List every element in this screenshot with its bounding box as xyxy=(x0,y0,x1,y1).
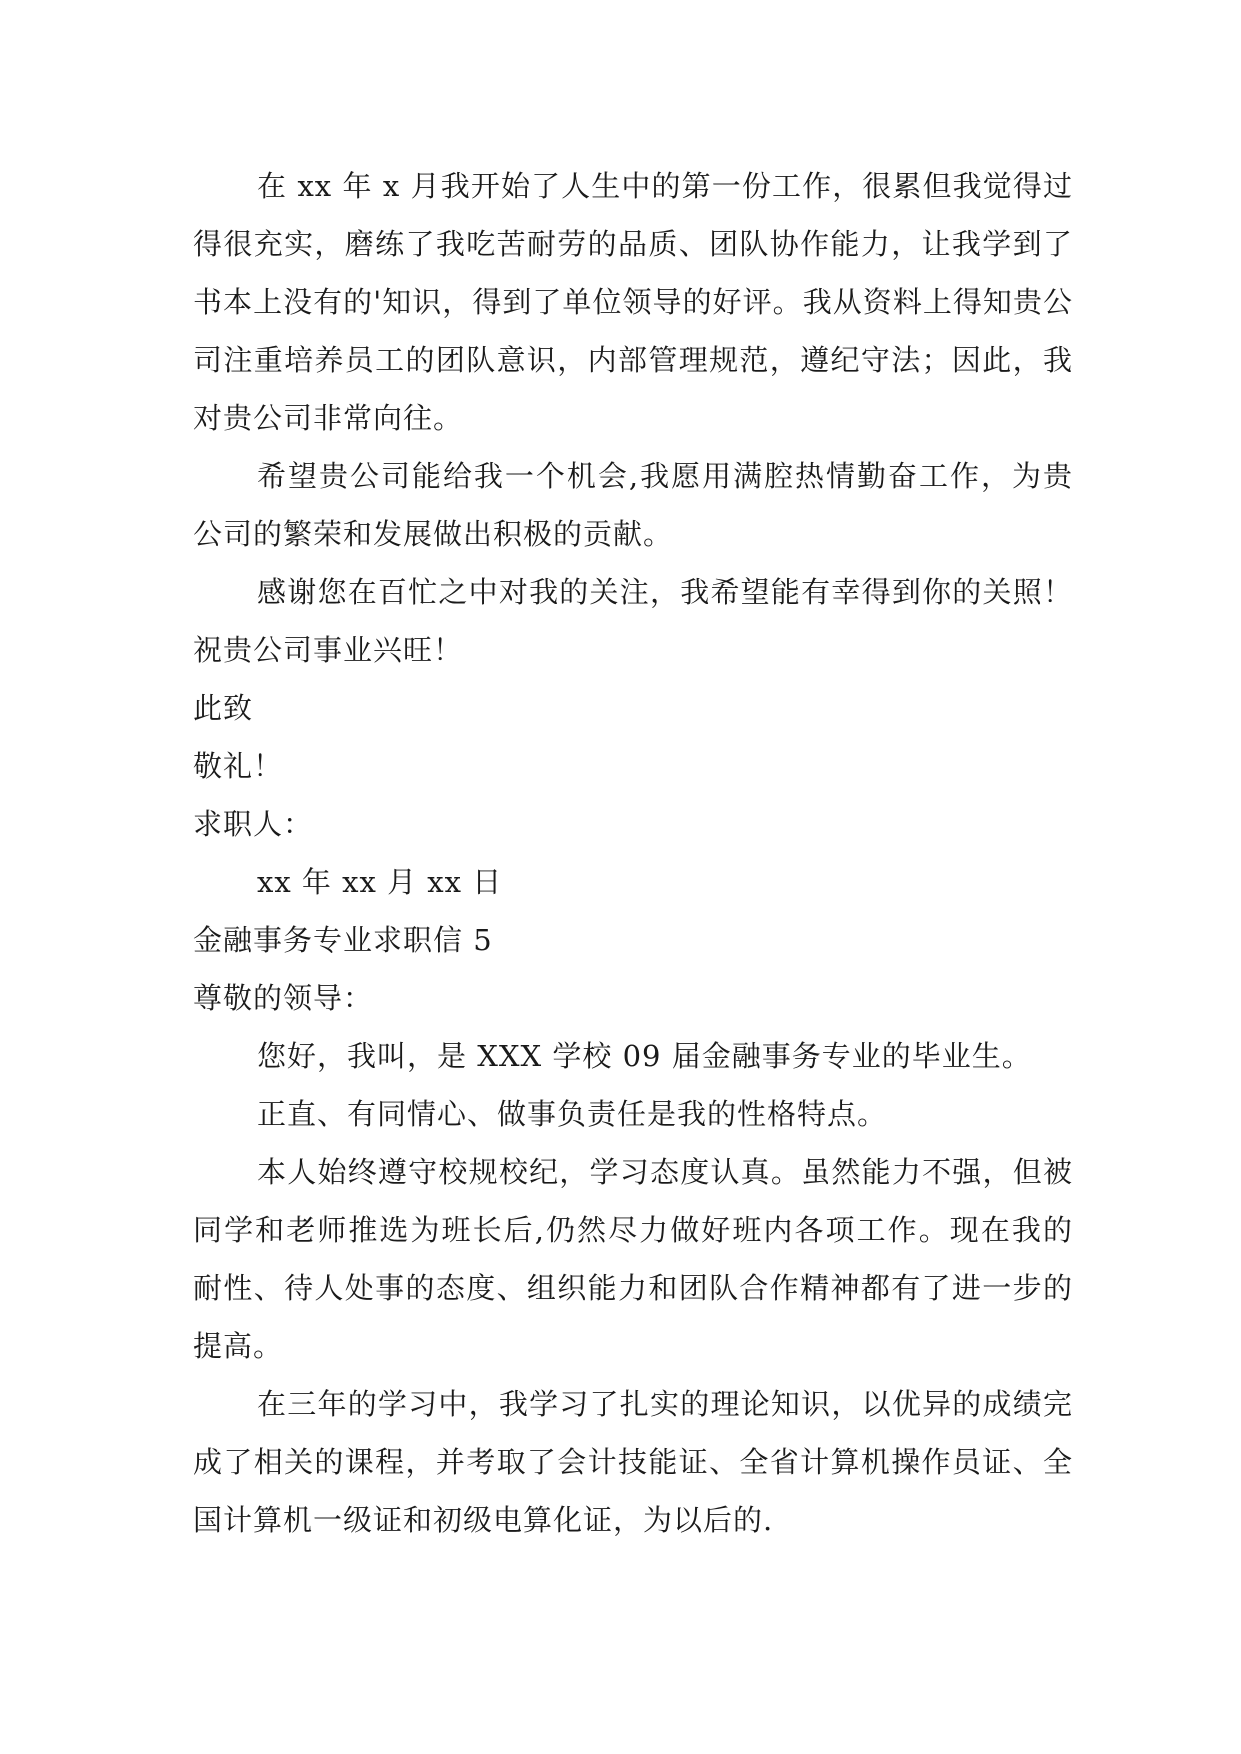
letter-date: xx 年 xx 月 xx 日 xyxy=(257,865,503,899)
paragraph-work-experience: 在 xx 年 x 月我开始了人生中的第一份工作，很累但我觉得过得很充实，磨练了我吃苦耐劳的品质、团队协作能力，让我学到了书本上没有的'知识，得到了单位领导的好评。我从资料上得知贵公司注重培养员工的团队意识，内部管理规范，遵纪守法；因此，我对贵公司非常向往。 xyxy=(193,169,1073,435)
applicant-label: 求职人： xyxy=(193,807,314,841)
paragraph-intro: 您好，我叫，是 XXX 学校 09 届金融事务专业的毕业生。 xyxy=(257,1039,1032,1073)
closing-salutation: 此致 xyxy=(193,691,254,725)
paragraph-character: 正直、有同情心、做事负责任是我的性格特点。 xyxy=(257,1097,888,1131)
paragraph-conduct: 本人始终遵守校规校纪，学习态度认真。虽然能力不强，但被同学和老师推选为班长后,仍然尽力做好班内各项工作。现在我的耐性、待人处事的态度、组织能力和团队合作精神都有了进一步的提高。 xyxy=(193,1155,1073,1363)
document-body xyxy=(193,157,1073,1549)
paragraph-thanks: 感谢您在百忙之中对我的关注，我希望能有幸得到你的关照！祝贵公司事业兴旺！ xyxy=(193,575,1073,667)
closing-regards: 敬礼！ xyxy=(193,749,284,783)
section-title: 金融事务专业求职信 5 xyxy=(193,923,493,957)
paragraph-study: 在三年的学习中，我学习了扎实的理论知识，以优异的成绩完成了相关的课程，并考取了会计技能证、全省计算机操作员证、全国计算机一级证和初级电算化证，为以后的. xyxy=(193,1387,1073,1537)
paragraph-hope: 希望贵公司能给我一个机会,我愿用满腔热情勤奋工作，为贵公司的繁荣和发展做出积极的贡献。 xyxy=(193,459,1073,551)
greeting: 尊敬的领导： xyxy=(193,981,374,1015)
